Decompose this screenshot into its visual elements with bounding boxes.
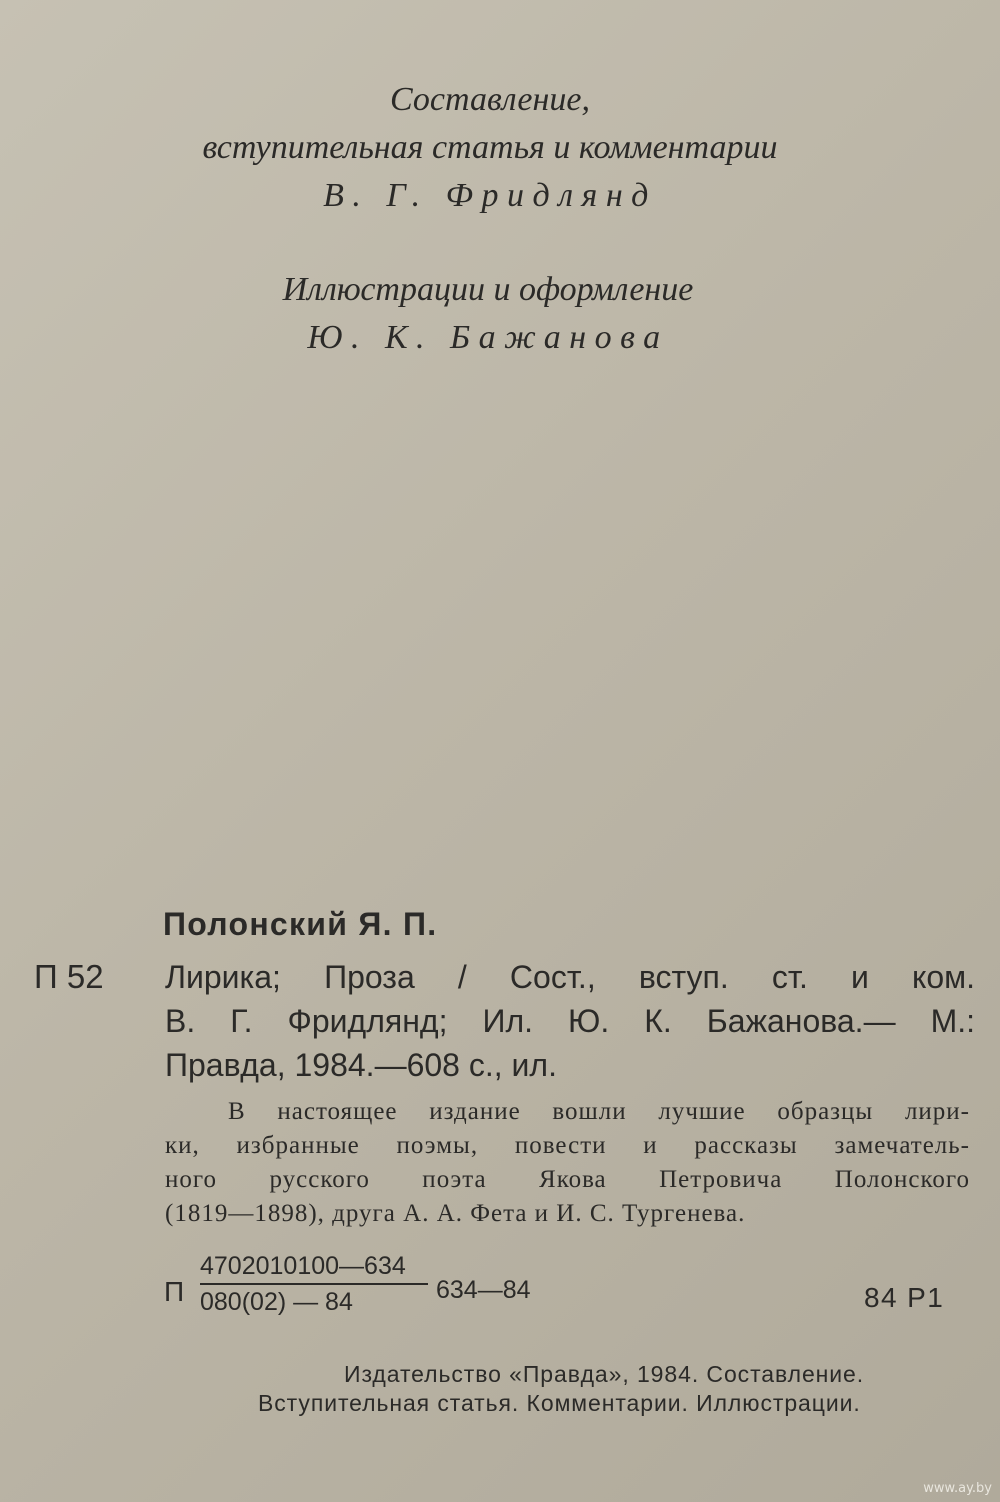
- annotation: [165, 1095, 970, 1231]
- index-denominator: 080(02) — 84: [200, 1288, 353, 1316]
- biblio-line: Правда, 1984.—608 с., ил.: [165, 1047, 557, 1083]
- compiler-label-line-2: вступительная статья и комментарии: [202, 129, 778, 166]
- annotation-line: В настоящее издание вошли лучшие образцы лири-: [228, 1098, 970, 1125]
- copyright-line: Вступительная статья. Комментарии. Иллюстрации.: [258, 1390, 861, 1416]
- index-prefix: П: [164, 1276, 185, 1307]
- watermark: www.ay.by: [923, 1481, 992, 1496]
- index-numerator: 4702010100—634: [200, 1252, 406, 1280]
- annotation-line: ки, избранные поэмы, повести и рассказы замечатель-: [165, 1132, 970, 1159]
- illustrator-credit: [0, 266, 988, 362]
- illustrator-name: Ю. К. Бажанова: [307, 319, 669, 356]
- index-code: 634—84: [436, 1276, 531, 1304]
- illustrator-label: Иллюстрации и оформление: [282, 271, 694, 308]
- copyright-line: Издательство «Правда», 1984. Составление.: [344, 1361, 865, 1387]
- compiler-name: В. Г. Фридлянд: [323, 177, 657, 214]
- annotation-line: ного русского поэта Якова Петровича Полонского: [165, 1166, 970, 1193]
- classification-code: 84 Р1: [864, 1282, 945, 1313]
- annotation-line: (1819—1898), друга А. А. Фета и И. С. Тургенева.: [165, 1200, 746, 1227]
- catalog-author: Полонский Я. П.: [163, 906, 438, 942]
- fraction-rule: [200, 1283, 428, 1285]
- compiler-credit: [0, 76, 990, 220]
- catalog-shelfmark: П 52: [34, 958, 104, 995]
- catalog-index: [164, 1250, 984, 1320]
- biblio-line: Лирика; Проза / Сост., вступ. ст. и ком.: [165, 959, 975, 995]
- bibliographic-description: [165, 955, 975, 1087]
- compiler-label: Составление,: [390, 81, 590, 118]
- biblio-line: В. Г. Фридлянд; Ил. Ю. К. Бажанова.— М.:: [165, 1003, 975, 1039]
- copyright-notice: [258, 1360, 978, 1418]
